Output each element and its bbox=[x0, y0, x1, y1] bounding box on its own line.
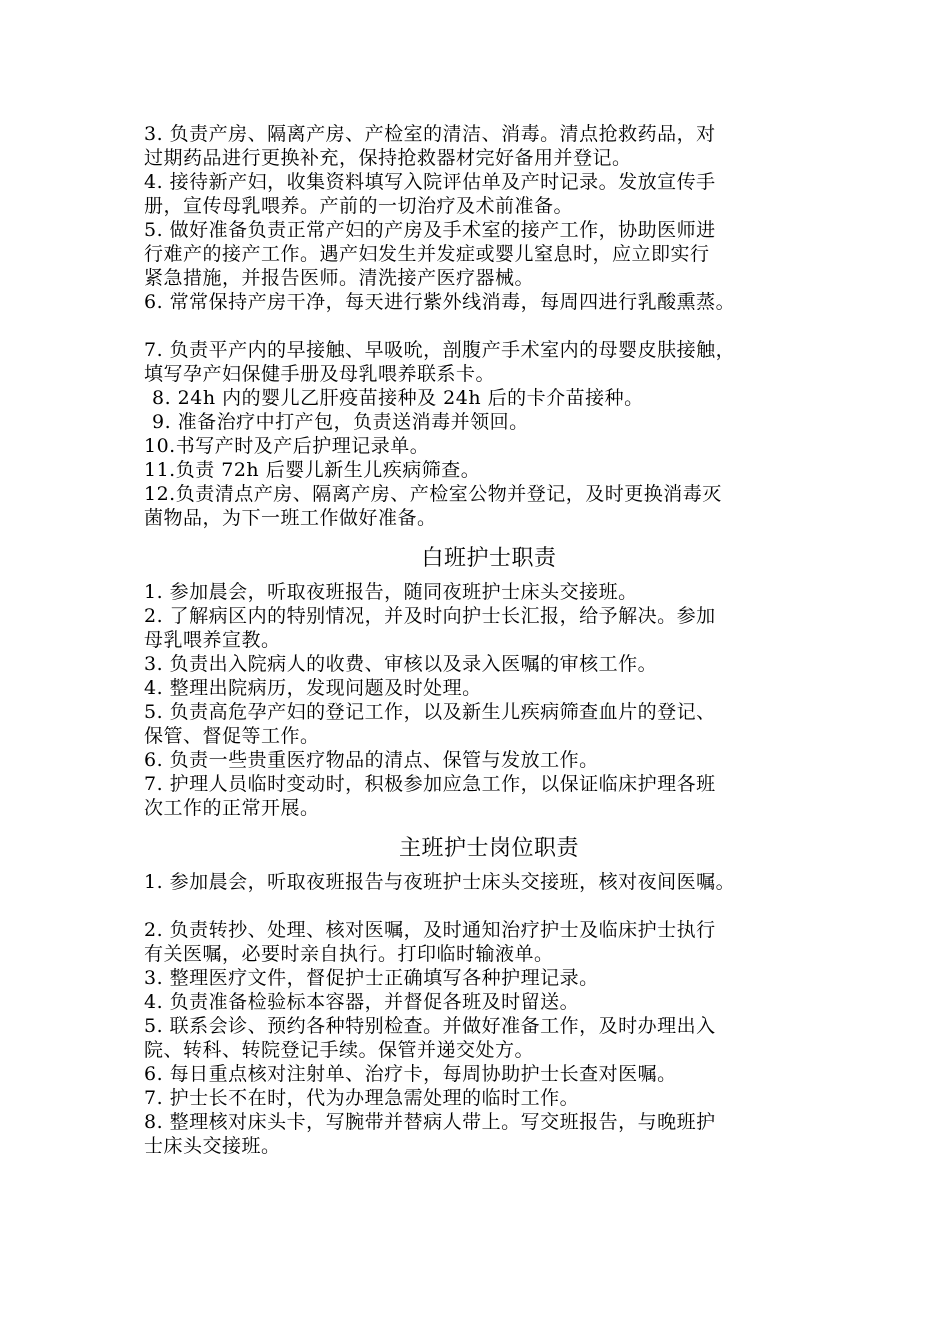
list-item: 3. 负责产房、隔离产房、产检室的清洁、消毒。清点抢救药品，对 过期药品进行更换补充，保持抢救器材完好备用并登记。 bbox=[144, 123, 716, 169]
list-item: 5. 负责高危孕产妇的登记工作，以及新生儿疾病筛查血片的登记、 保管、督促等工作。 bbox=[144, 701, 716, 747]
list-item: 4. 负责准备检验标本容器，并督促各班及时留送。 bbox=[144, 991, 580, 1013]
list-item: 9. 准备治疗中打产包，负责送消毒并领回。 bbox=[152, 411, 529, 433]
list-item: 4. 整理出院病历，发现问题及时处理。 bbox=[144, 677, 482, 699]
nightshift-duties-list bbox=[144, 122, 834, 530]
list-item: 11.负责 72h 后婴儿新生儿疾病筛查。 bbox=[144, 459, 481, 481]
list-item: 8. 24h 内的婴儿乙肝疫苗接种及 24h 后的卡介苗接种。 bbox=[152, 387, 644, 409]
list-item: 2. 了解病区内的特别情况，并及时向护士长汇报，给予解决。参加 母乳喂养宣教。 bbox=[144, 605, 716, 651]
document-body bbox=[144, 122, 834, 1158]
list-item: 12.负责清点产房、隔离产房、产检室公物并登记，及时更换消毒灭 菌物品，为下一班工作做好准备。 bbox=[144, 483, 722, 529]
list-item: 1. 参加晨会，听取夜班报告，随同夜班护士床头交接班。 bbox=[144, 581, 638, 603]
list-item: 6. 常常保持产房干净，每天进行紫外线消毒，每周四进行乳酸熏蒸。 bbox=[144, 291, 736, 313]
list-item: 10.书写产时及产后护理记录单。 bbox=[144, 435, 430, 457]
list-item: 2. 负责转抄、处理、核对医嘱，及时通知治疗护士及临床护士执行 有关医嘱，必要时亲自执行。打印临时输液单。 bbox=[144, 919, 716, 965]
list-item: 8. 整理核对床头卡，写腕带并替病人带上。写交班报告，与晚班护 士床头交接班。 bbox=[144, 1111, 716, 1157]
list-item: 1. 参加晨会，听取夜班报告与夜班护士床头交接班，核对夜间医嘱。 bbox=[144, 871, 736, 893]
list-item: 4. 接待新产妇，收集资料填写入院评估单及产时记录。发放宣传手 册，宣传母乳喂养。产前的一切治疗及术前准备。 bbox=[144, 171, 716, 217]
list-item: 3. 整理医疗文件，督促护士正确填写各种护理记录。 bbox=[144, 967, 599, 989]
list-item: 3. 负责出入院病人的收费、审核以及录入医嘱的审核工作。 bbox=[144, 653, 658, 675]
list-item: 6. 负责一些贵重医疗物品的清点、保管与发放工作。 bbox=[144, 749, 599, 771]
list-item: 7. 负责平产内的早接触、早吸吮，剖腹产手术室内的母婴皮肤接触， 填写孕产妇保健手册及母乳喂养联系卡。 bbox=[144, 339, 736, 385]
list-item: 5. 做好准备负责正常产妇的产房及手术室的接产工作，协助医师进 行难产的接产工作。遇产妇发生并发症或婴儿窒息时，应立即实行 紧急措施，并报告医师。清洗接产医疗器械。 bbox=[144, 219, 716, 289]
dayshift-duties-list bbox=[144, 580, 834, 820]
chargenurse-duties-list bbox=[144, 870, 834, 1158]
list-item: 7. 护士长不在时，代为办理急需处理的临时工作。 bbox=[144, 1087, 580, 1109]
dayshift-section-title: 白班护士职责 bbox=[421, 546, 557, 571]
chargenurse-section-title: 主班护士岗位职责 bbox=[398, 836, 579, 861]
list-item: 6. 每日重点核对注射单、治疗卡，每周协助护士长查对医嘱。 bbox=[144, 1063, 677, 1085]
list-item: 7. 护理人员临时变动时，积极参加应急工作，以保证临床护理各班 次工作的正常开展。 bbox=[144, 773, 716, 819]
list-item: 5. 联系会诊、预约各种特别检查。并做好准备工作，及时办理出入 院、转科、转院登记手续。保管并递交处方。 bbox=[144, 1015, 716, 1061]
